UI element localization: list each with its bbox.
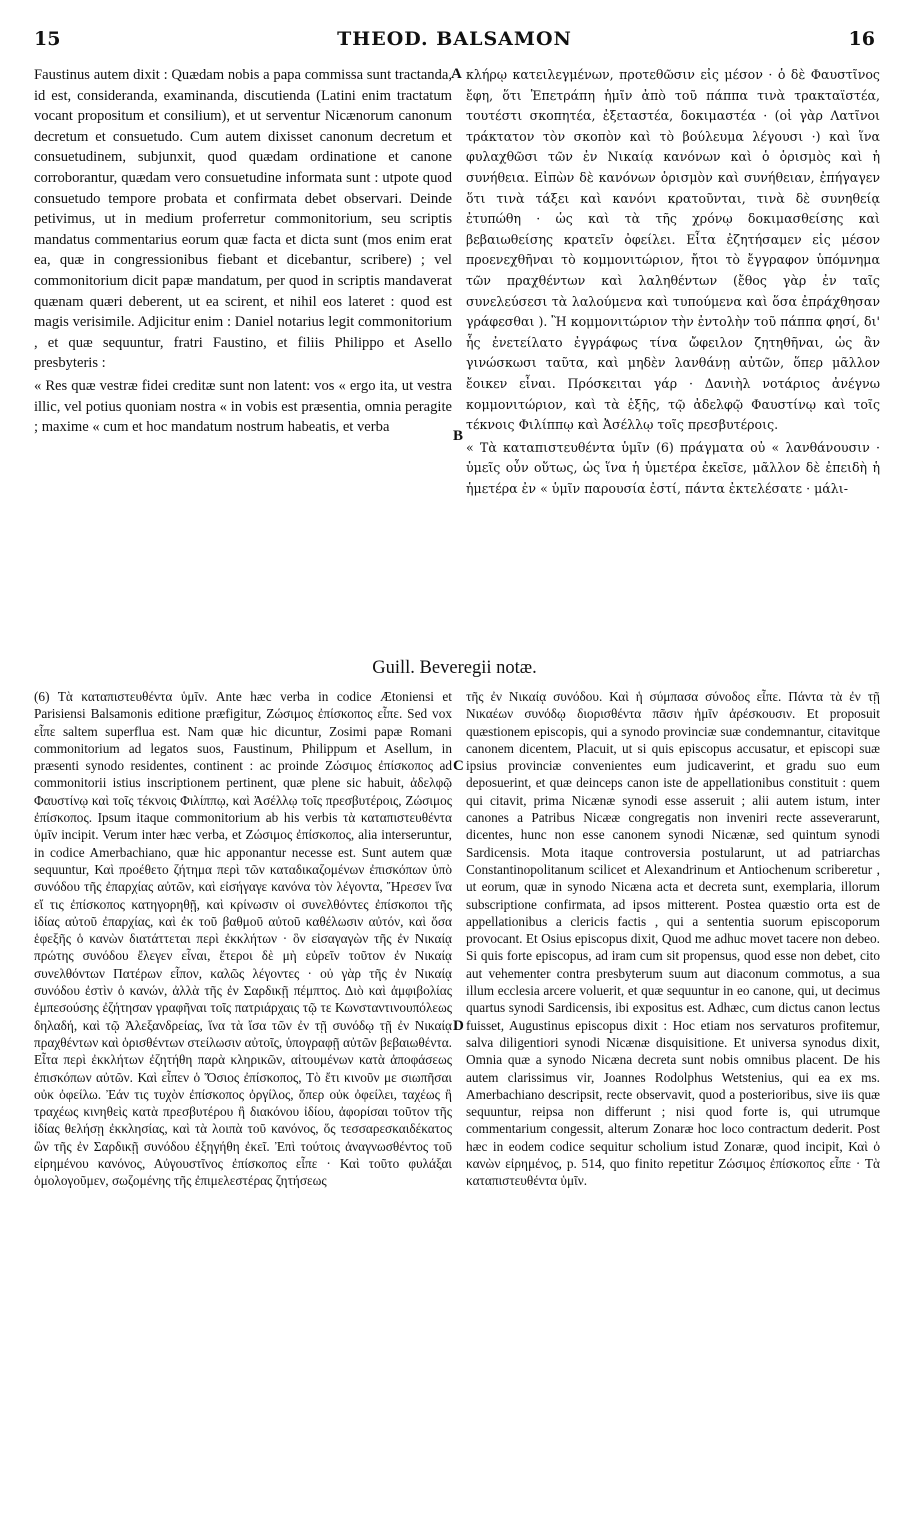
- latin-letter-quote: « Res quæ vestræ fidei creditæ sunt non latent: vos « ergo ita, ut vestra illic, vel potius quoniam nostra « in vobis est præsentia, omnia peragite ; maxime « cum et hoc mandatum nostrum habeatis, et verba: [34, 377, 452, 436]
- margin-letter-a: A: [451, 66, 462, 82]
- notes-right-column: [466, 688, 880, 1508]
- margin-letter-d: D: [453, 1018, 464, 1034]
- notes-left-column: [34, 688, 452, 1508]
- latin-paragraph: Faustinus autem dixit : Quædam nobis a papa commissa sunt tractanda, id est, consideranda, examinanda, discutienda (Latini enim tractatum vocant propositum et consilium), et ut serventur Nicænorum canonum decretum et consuetudo. Cum autem dixisset canonum decretum et consuetudinem, subjunxit, quod quædam ordinatione et canone corroborantur, quædam vero consuetudine informata sunt : utpote quod consuetudo tempore probata et confirmata debet observari. Deinde petivimus, ut in medium proferretur commonitorium, seu scriptis mandatus commentarius eorum quæ facta et dicta sunt (mos enim erat ea, quæ in congressionibus fiebant et dicebantur, scribere) ; vel commonitorium dicit papæ mandatum, per quod in scriptis mandaverat quænam quæri deberent, ut ea scirent, et nihil eos lateret : quod est magis verisimile. Adjicitur enim : Daniel notarius legit commonitorium , et quæ sequuntur, fratri Faustino, et filiis Philippo et Asello presbyteris :: [34, 67, 452, 372]
- note-text-right: τῆς ἐν Νικαίᾳ συνόδου. Καὶ ἡ σύμπασα σύνοδος εἶπε. Πάντα τὰ ἐν τῇ Νικαέων συνόδῳ διορισθέντα πᾶσιν ἡμῖν ἀρέσκουσιν. Et proposuit quæstionem episcopis, qui a synodo provinciæ suæ condemnantur, citavitque canonem dicentem, Placuit, ut si quis episcopus accusatur, et episcopi suæ ipsius provinciæ convenientes eum judicaverint, et gradu suo eum deposuerint, et quæ deinceps canon iste de appellationibus constituit : quem qui citavit, prima Nicænæ synodi esse asseruit ; alii autem istum, inter canones a Patribus Nicææ congregatis non inveniri recte asseverarunt, dicentes, hunc non esse canonem synodi Nicænæ, sed quintum synodi Sardicensis. Mota itaque controversia postularunt, ut ad patriarchas Constantinopolitanum scilicet et Alexandrinum et Antiochenum scriberetur , ut eorum, quæ in synodo Nicæna acta et decreta sunt, exemplaria, illorum subscriptione confirmata, ad ipsos mitterent. Postea quæstio orta est de appellationibus a clericis factis , qui a sententia suorum episcoporum provocant. Et Osius episcopus dixit, Quod me adhuc movet tacere non debeo. Si quis forte episcopus, ad iram cum sit propensus, quod esse non debet, cito aut vehementer contra presbyterum suum aut diaconum commotus, a sua illum ecclesia arcere voluerit, et quæ sequuntur in eo canone, qui, ut decimus quartus synodi Sardicensis, ibi expositus est. Adhæc, cum dictus canon lectus fuisset, Augustinus episcopus dixit : Hoc etiam nos servaturos profitemur, salva diligentiori synodi Nicænæ disquisitione. Et universa synodus dixit, Omnia quæ a synodo Nicæna decreta sunt nobis omnibus placent. De his autem clarissimus vir, Joannes Rodolphus Wetstenius, qui ea ex ms. Amerbachiano descripsit, recte observavit, quod a posterioribus, sive iis quæ sequuntur, reipsa non differunt ; nisi quod forte is, qui utrumque commentarium congessit, alterum Zonaræ hoc loco contractum dederit. Post hæc in eodem codice sequitur scholium istud Zonaræ, quod incipit, Καὶ ὁ κανὼν εἰρημένος, p. 514, quo finito repetitur Ζώσιμος ἐπίσκοπος εἶπε · Τὰ καταπιστευθέντα ὑμῖν.: [466, 689, 880, 1189]
- greek-letter-quote: « Τὰ καταπιστευθέντα ὑμῖν (6) πράγματα οὐ « λανθάνουσιν · ὑμεῖς οὖν οὕτως, ὡς ἵνα ἡ ὑμετέρα ἐκεῖσε, μᾶλλον δὲ ἐπειδὴ ἡ ἡμετέρα ἐν « ὑμῖν παρουσία ἐστί, πάντα ἐκτελέσατε · μάλι-: [466, 439, 880, 496]
- margin-letter-b: B: [453, 428, 464, 444]
- greek-paragraph: κλήρῳ κατειλεγμένων, προτεθῶσιν εἰς μέσον · ὁ δὲ Φαυστῖνος ἔφη, ὅτι Ἐπετράπη ἡμῖν ἀπὸ τοῦ πάππα τινὰ τρακταϊστέα, τουτέστι σκοπητέα, ἐξεταστέα, δοκιμαστέα · (οἱ γὰρ Λατῖνοι τράκτατον τὸν σκοπὸν καὶ τὸ βούλευμα λέγουσι ·) καὶ ἵνα φυλαχθῶσι τῶν ἐν Νικαίᾳ κανόνων καὶ ὁ ὁρισμὸς καὶ ἡ συνήθεια. Εἰπὼν δὲ κανόνων ὁρισμὸν καὶ συνήθειαν, ἐπήγαγεν ὅτι τινὰ τάξει καὶ κανόνι κρατοῦνται, τινὰ δὲ συνηθείᾳ ἐτυπώθη · ὡς καὶ τὰ τῆς χρόνῳ δοκιμασθείσης καὶ βεβαιωθείσης κρατεῖν ὀφείλει. Εἶτα ἐζητήσαμεν εἰς μέσον προενεχθῆναι τὸ κομμονιτώριον, ἤτοι τὸ ἔγγραφον ὑπόμνημα τῶν πραχθέντων καὶ λαληθέντων (ἔθος γὰρ ἐν ταῖς συνελεύσεσι τὰ λαλούμενα καὶ τυπούμενα καὶ ὅσα ἐπράχθησαν γράφεσθαι ). Ἢ κομμονιτώριον τὴν ἐντολὴν τοῦ πάππα φησί, δι' ἧς ἐνετείλατο ἐγγράφως τίνα ὤφειλον ζητηθῆναι, ὡς ἂν γινώσκωσι ταῦτα, καὶ μηδὲν λανθάνῃ αὐτῶν, ὅπερ μᾶλλον ἔοικεν εἶναι. Πρόσκειται γάρ · Δανιὴλ νοτάριος ἀνέγνω κομμονιτώριον, καὶ τὰ ἑξῆς, τῷ ἀδελφῷ Φαυστίνῳ καὶ τοῖς τέκνοις Φιλίππῳ καὶ Ἀσέλλῳ τοῖς πρεσβυτέροις.: [466, 67, 880, 433]
- notes-heading: Guill. Beveregii notæ.: [372, 658, 537, 678]
- page-number-left: 15: [34, 28, 61, 50]
- greek-text-column: [466, 65, 880, 655]
- page-header: [34, 28, 875, 56]
- running-title: THEOD. BALSAMON: [337, 28, 572, 50]
- note-text-left: (6) Τὰ καταπιστευθέντα ὑμῖν. Ante hæc verba in codice Ætoniensi et Parisiensi Balsamonis editione præfigitur, Ζώσιμος ἐπίσκοπος εἶπε. Sed vox εἶπε saltem superflua est. Nam quæ hic dicuntur, Zosimi papæ Romani commonitorium ad legatos suos, Faustinum, Philippum et Asellum, in præsenti synodo residentes, continent : ac proinde Ζώσιμος ἐπίσκοπος ad commonitorii istius inscriptionem pertinent, quæ plene sic habuit, ἀδελφῷ Φαυστίνῳ καὶ τοῖς τέκνοις Φιλίππῳ, καὶ Ἀσέλλῳ τοῖς πρεσβυτέροις, Ζώσιμος ἐπίσκοπος. Ipsum itaque commonitorium ab his verbis τὰ καταπιστευθέντα ὑμῖν incipit. Verum inter hæc verba, et Ζώσιμος ἐπίσκοπος, alia interseruntur, in codice Amerbachiano, quæ hic apponantur necesse est. Sunt autem quæ sequuntur, Καὶ προέθετο ζήτημα περὶ τῶν καταδικαζομένων ἐπισκόπων ὑπὸ συνόδου τῆς ἐπαρχίας αὐτῶν, καὶ εἰσήγαγε κανόνα τὸν λέγοντα, Ἤρεσεν ἵνα εἴ τις ἐπίσκοπος κατηγορηθῇ, καὶ κρίνωσιν οἱ συνελθόντες ἐπίσκοποι τῆς ἰδίας αὐτοῦ ἐπαρχίας, καὶ ἐκ τοῦ βαθμοῦ αὐτοῦ καθέλωσιν αὐτόν, καὶ ὅσα ἑφεξῆς ὁ κανὼν διατάττεται περὶ ἐκκλήτων · ὃν εἰσαγαγὼν τῆς ἐν Νικαίᾳ πρώτης συνόδου ἔλεγεν εἶναι, ἕτεροι δὲ μὴ εὑρεῖν τοῦτον ἐν Νικαίᾳ συνελθόντων Πατέρων εἶπον, καλῶς λέγοντες · οὐ γὰρ τῆς ἐν Νικαίᾳ συνόδου ἐστὶν ὁ κανών, ἀλλὰ τῆς ἐν Σαρδικῇ πέμπτος. Διὸ καὶ ἀμφιβολίας ἐμπεσούσης ἐζήτησαν γραφῆναι τοῖς πατριάρχαις τῷ τε Κωνσταντινουπόλεως δηλαδή, καὶ τῷ Ἀλεξανδρείας, ἵνα τὰ ἴσα τῶν ἐν τῇ συνόδῳ τῇ ἐν Νικαίᾳ πραχθέντων καὶ ὁρισθέντων στείλωσιν αὐτοῖς, ὑπογραφῇ αὐτῶν βεβαιωθέντα. Εἶτα περὶ ἐκκλήτων ἐζητήθη παρὰ κληρικῶν, αἰτουμένων κατὰ ἀποφάσεως ἐπισκόπων αὐτῶν. Καὶ εἶπεν ὁ Ὅσιος ἐπίσκοπος, Τὸ ἔτι κινοῦν με σιωπῆσαι οὐκ ὀφείλω. Ἐάν τις τυχὸν ἐπίσκοπος ὀργίλος, ὅπερ οὐκ ὀφείλει, ταχέως ἢ τραχέως κινηθεὶς κατὰ πρεσβυτέρου ἢ διακόνου ἰδίου, ἀφορίσαι τοῦτον τῆς ἰδίας θελήσῃ ἐκκλησίας, καὶ τὰ λοιπὰ τοῦ κανόνος, ὅς τεσσαρεσκαιδέκατος ὢν τῆς ἐν Σαρδικῇ συνόδου ἐξηγήθη ἐκεῖ. Ἐπὶ τούτοις ἀναγνωσθέντος τοῦ εἰρημένου κανόνος, Αὐγουστῖνος ἐπίσκοπος εἶπε · Καὶ τοῦτο φυλάξαι ὁμολογοῦμεν, σωζομένης τῆς ἐπιμελεστέρας ζητήσεως: [34, 689, 452, 1189]
- latin-translation-column: [34, 65, 452, 655]
- margin-letter-c: C: [453, 758, 464, 774]
- page-number-right: 16: [848, 28, 875, 50]
